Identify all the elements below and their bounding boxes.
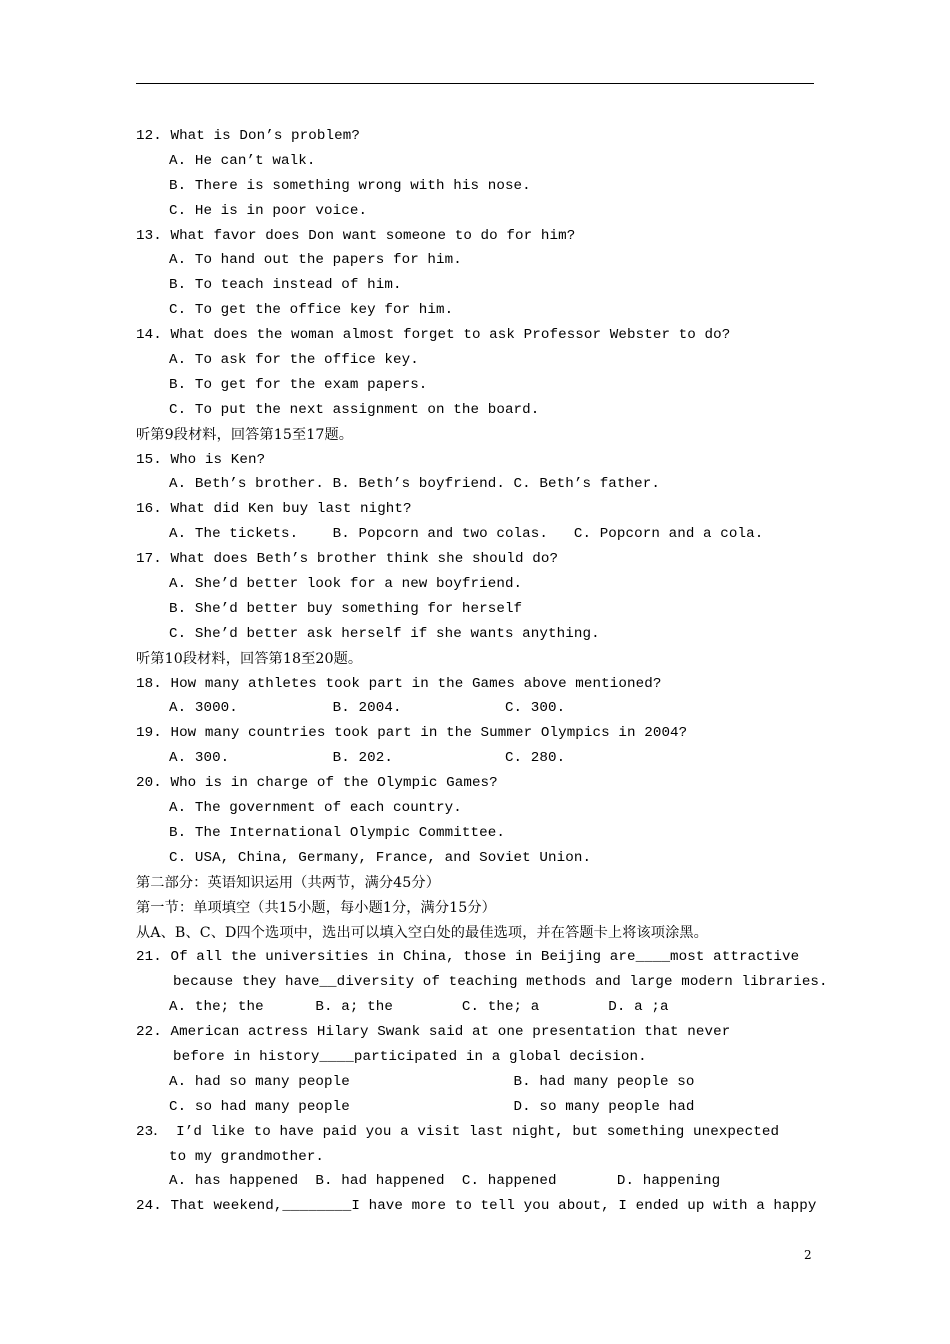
- question-line: 18. How many athletes took part in the Games above mentioned?: [136, 675, 662, 692]
- option-line: B. She’d better buy something for herself: [169, 600, 523, 617]
- option-line: A. Beth’s brother. B. Beth’s boyfriend. C. Beth’s father.: [169, 476, 660, 493]
- question-line: 24. That weekend,________I have more to tell you about, I ended up with a happy: [136, 1198, 817, 1215]
- option-line: C. USA, China, Germany, France, and Soviet Union.: [169, 849, 592, 866]
- section-instruction: 第二部分：英语知识运用（共两节，满分45分）: [136, 874, 441, 891]
- option-line: A. The tickets. B. Popcorn and two colas. C. Popcorn and a cola.: [169, 526, 764, 543]
- section-instruction: 第一节：单项填空（共15小题，每小题1分，满分15分）: [136, 899, 496, 916]
- question-line: 20. Who is in charge of the Olympic Games?: [136, 775, 498, 792]
- question-line: 17. What does Beth’s brother think she should do?: [136, 551, 559, 568]
- question-line: 19. How many countries took part in the Summer Olympics in 2004?: [136, 725, 688, 742]
- option-line: A. He can’t walk.: [169, 152, 316, 169]
- option-line: A. She’d better look for a new boyfriend.: [169, 576, 523, 593]
- section-instruction: 听第10段材料，回答第18至20题。: [136, 650, 363, 667]
- option-line: A. To ask for the office key.: [169, 352, 419, 369]
- option-line: C. She’d better ask herself if she wants anything.: [169, 625, 600, 642]
- option-line: B. There is something wrong with his nose.: [169, 177, 531, 194]
- header-rule: [136, 83, 814, 84]
- page-number: 2: [804, 1248, 812, 1262]
- option-line: A. To hand out the papers for him.: [169, 252, 462, 269]
- option-line: to my grandmother.: [169, 1148, 325, 1165]
- option-line: C. To put the next assignment on the board.: [169, 401, 540, 418]
- option-line: B. To get for the exam papers.: [169, 376, 428, 393]
- option-line: before in history____participated in a global decision.: [173, 1048, 647, 1065]
- question-line: 12. What is Don’s problem?: [136, 128, 360, 144]
- question-line: 22. American actress Hilary Swank said at one presentation that never: [136, 1024, 731, 1041]
- option-line: C. He is in poor voice.: [169, 202, 368, 219]
- option-line: C. so had many people D. so many people had: [169, 1098, 695, 1115]
- section-instruction: 从A、B、C、D四个选项中，选出可以填入空白处的最佳选项，并在答题卡上将该项涂黑。: [136, 924, 708, 941]
- section-instruction: 听第9段材料，回答第15至17题。: [136, 426, 354, 443]
- exam-content: [136, 124, 828, 1219]
- option-line: A. The government of each country.: [169, 800, 462, 817]
- option-line: B. To teach instead of him.: [169, 277, 402, 294]
- option-line: A. had so many people B. had many people so: [169, 1073, 695, 1090]
- option-line: B. The International Olympic Committee.: [169, 824, 505, 841]
- question-line: 23． I’d like to have paid you a visit last night, but something unexpected: [136, 1123, 780, 1140]
- option-line: A. the; the B. a; the C. the; a D. a ;a: [169, 999, 669, 1016]
- option-line: A. 300. B. 202. C. 280.: [169, 750, 566, 767]
- question-line: 16. What did Ken buy last night?: [136, 501, 412, 518]
- option-line: because they have__diversity of teaching methods and large modern libraries.: [173, 974, 828, 991]
- question-line: 15. Who is Ken?: [136, 451, 266, 468]
- question-line: 13. What favor does Don want someone to do for him?: [136, 227, 576, 244]
- question-line: 21. Of all the universities in China, those in Beijing are____most attractive: [136, 949, 800, 966]
- option-line: A. has happened B. had happened C. happened D. happening: [169, 1173, 721, 1190]
- question-line: 14. What does the woman almost forget to ask Professor Webster to do?: [136, 327, 731, 344]
- option-line: C. To get the office key for him.: [169, 302, 454, 319]
- option-line: A. 3000. B. 2004. C. 300.: [169, 700, 566, 717]
